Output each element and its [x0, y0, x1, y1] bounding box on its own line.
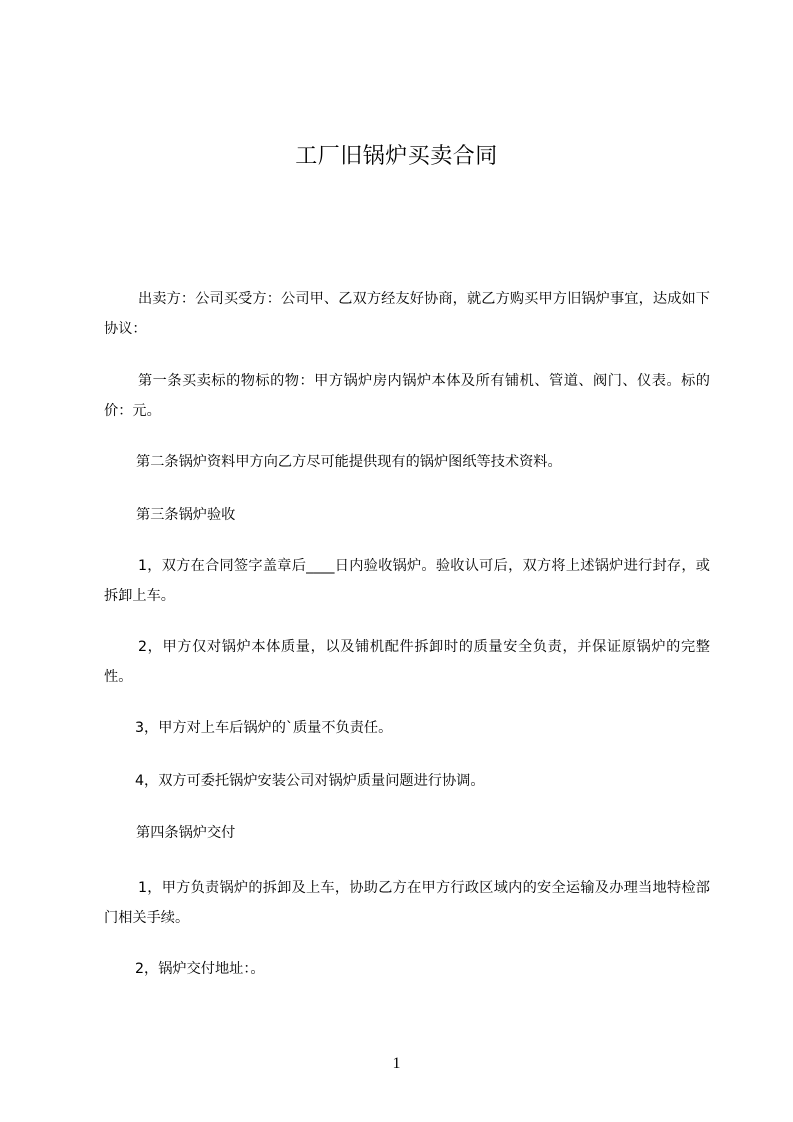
document-title: 工厂旧锅炉买卖合同 [295, 144, 498, 169]
paragraph-article-4-item-1: 1，甲方负责锅炉的拆卸及上车，协助乙方在甲方行政区域内的安全运输及办理当地特检部门相关手续。 [104, 880, 710, 926]
paragraph-article-4-heading: 第四条锅炉交付 [136, 825, 236, 841]
paragraph-article-1: 第一条买卖标的物标的物：甲方锅炉房内锅炉本体及所有铺机、管道、阀门、仪表。标的价：元。 [104, 373, 710, 419]
paragraph-article-3-item-4: 4，双方可委托锅炉安装公司对锅炉质量问题进行协调。 [135, 773, 485, 789]
paragraph-article-3-heading: 第三条锅炉验收 [136, 507, 236, 523]
paragraph-article-4-item-2: 2，锅炉交付地址：。 [135, 961, 265, 977]
paragraph-parties: 出卖方：公司买受方：公司甲、乙双方经友好协商，就乙方购买甲方旧锅炉事宜，达成如下协议： [104, 291, 710, 337]
paragraph-article-2: 第二条锅炉资料甲方向乙方尽可能提供现有的锅炉图纸等技术资料。 [136, 454, 562, 470]
paragraph-article-3-item-3: 3，甲方对上车后锅炉的`质量不负责任。 [135, 720, 393, 736]
paragraph-article-3-item-2: 2，甲方仅对锅炉本体质量，以及铺机配件拆卸时的质量安全负责，并保证原锅炉的完整性。 [104, 639, 710, 685]
page-number: 1 [392, 1055, 401, 1072]
paragraph-article-3-item-1: 1，双方在合同签字盖章后____日内验收锅炉。验收认可后，双方将上述锅炉进行封存，或拆卸上车。 [104, 558, 710, 604]
